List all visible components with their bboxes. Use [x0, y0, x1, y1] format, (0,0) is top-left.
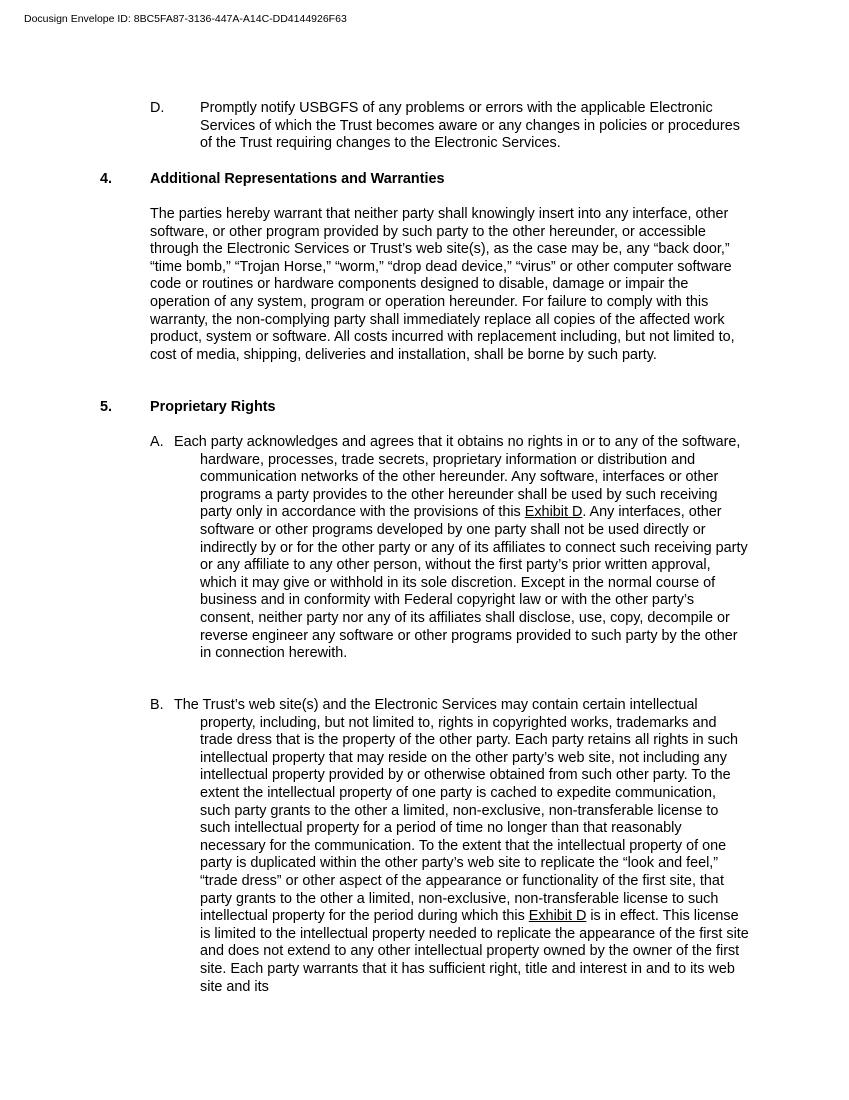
item-d-text: Promptly notify USBGFS of any problems or errors with the applicable Electronic Services of which the Trust becomes aware or any changes in policies or procedures of the Trust requiring changes to the Electronic Services. [200, 100, 740, 152]
item-b-text-before: The Trust’s web site(s) and the Electronic Services may contain certain intellectual property, including, but not limited to, rights in copyrighted works, trademarks and trade dress that is the property of the other party. Each party retains all rights in such intellectual property that may reside on the other party’s web site, not including any intellectual property provided by or otherwise obtained from such other party. To the extent the intellectual property of one party is cached to expedite communication, such party grants to the other a limited, non-exclusive, non-transferable license to such intellectual property for a period of time no longer than that reasonably necessary for the communication. To the extent that the intellectual property of one party is duplicated within the other party’s web site to replicate the “look and feel,” “trade dress” or other aspect of the appearance or functionality of the first site, that party grants to the other a limited, non-exclusive, non-transferable license to such intellectual property for the period during which this [174, 697, 739, 925]
exhibit-d-link[interactable]: Exhibit D [524, 504, 583, 521]
section-4-number: 4. [100, 171, 113, 187]
item-b-label: B. [150, 697, 164, 713]
docusign-envelope-id: Docusign Envelope ID: 8BC5FA87-3136-447A-A14C-DD4144926F63 [24, 13, 347, 25]
section-4-body: The parties hereby warrant that neither party shall knowingly insert into any interface, other software, or other program provided by such party to the other hereunder, or accessible through the Electronic Services or Trust’s web site(s), as the case may be, any “back door,” “time bomb,” “Trojan Horse,” “worm,” “drop dead device,” “virus” or other computer software code or routines or hardware components designed to disable, damage or impair the operation of any system, program or operation hereunder. For failure to comply with this warranty, the non-complying party shall immediately replace all copies of the affected work product, system or software. All costs incurred with replacement including, but not limited to, cost of media, shipping, deliveries and installation, shall be borne by such party. [150, 206, 735, 363]
item-a-text-after: . Any interfaces, other software or other programs developed by one party shall not be used directly or indirectly by or for the other party or any of its affiliates to connect such receiving party or any affiliate to any other person, without the first party’s prior written approval, which it may give or withhold in its sole discretion. Except in the normal course of business and in conformity with Federal copyright law or with the other party’s consent, neither party nor any of its affiliates shall disclose, use, copy, decompile or reverse engineer any software or other programs provided to such party by the other in connection herewith. [200, 504, 748, 662]
item-d [150, 100, 750, 153]
item-b-text [174, 697, 750, 996]
section-5-heading [100, 399, 276, 417]
section-5-item-a [150, 434, 750, 663]
item-a-label: A. [150, 434, 164, 450]
item-b-text-after: is in effect. This license is limited to the intellectual property needed to replicate the appearance of the first site and does not extend to any other intellectual property owned by the owner of the first site. Each party warrants that it has sufficient right, title and interest in and to its web site and its [200, 908, 749, 995]
section-4-title: Additional Representations and Warranties [150, 171, 445, 187]
section-5-number: 5. [100, 399, 113, 415]
item-d-letter: D. [150, 100, 165, 116]
item-a-text-before: Each party acknowledges and agrees that it obtains no rights in or to any of the software, hardware, processes, trade secrets, proprietary information or distribution and communication networks of the other hereunder. Any software, interfaces or other programs a party provides to the other hereunder shall be used by such receiving party only in accordance with the provisions of this [174, 434, 741, 521]
section-5-title: Proprietary Rights [150, 399, 276, 415]
section-4-heading [100, 171, 445, 189]
section-5-item-b [150, 697, 750, 996]
item-a-text [174, 434, 750, 663]
exhibit-d-link[interactable]: Exhibit D [528, 908, 587, 925]
